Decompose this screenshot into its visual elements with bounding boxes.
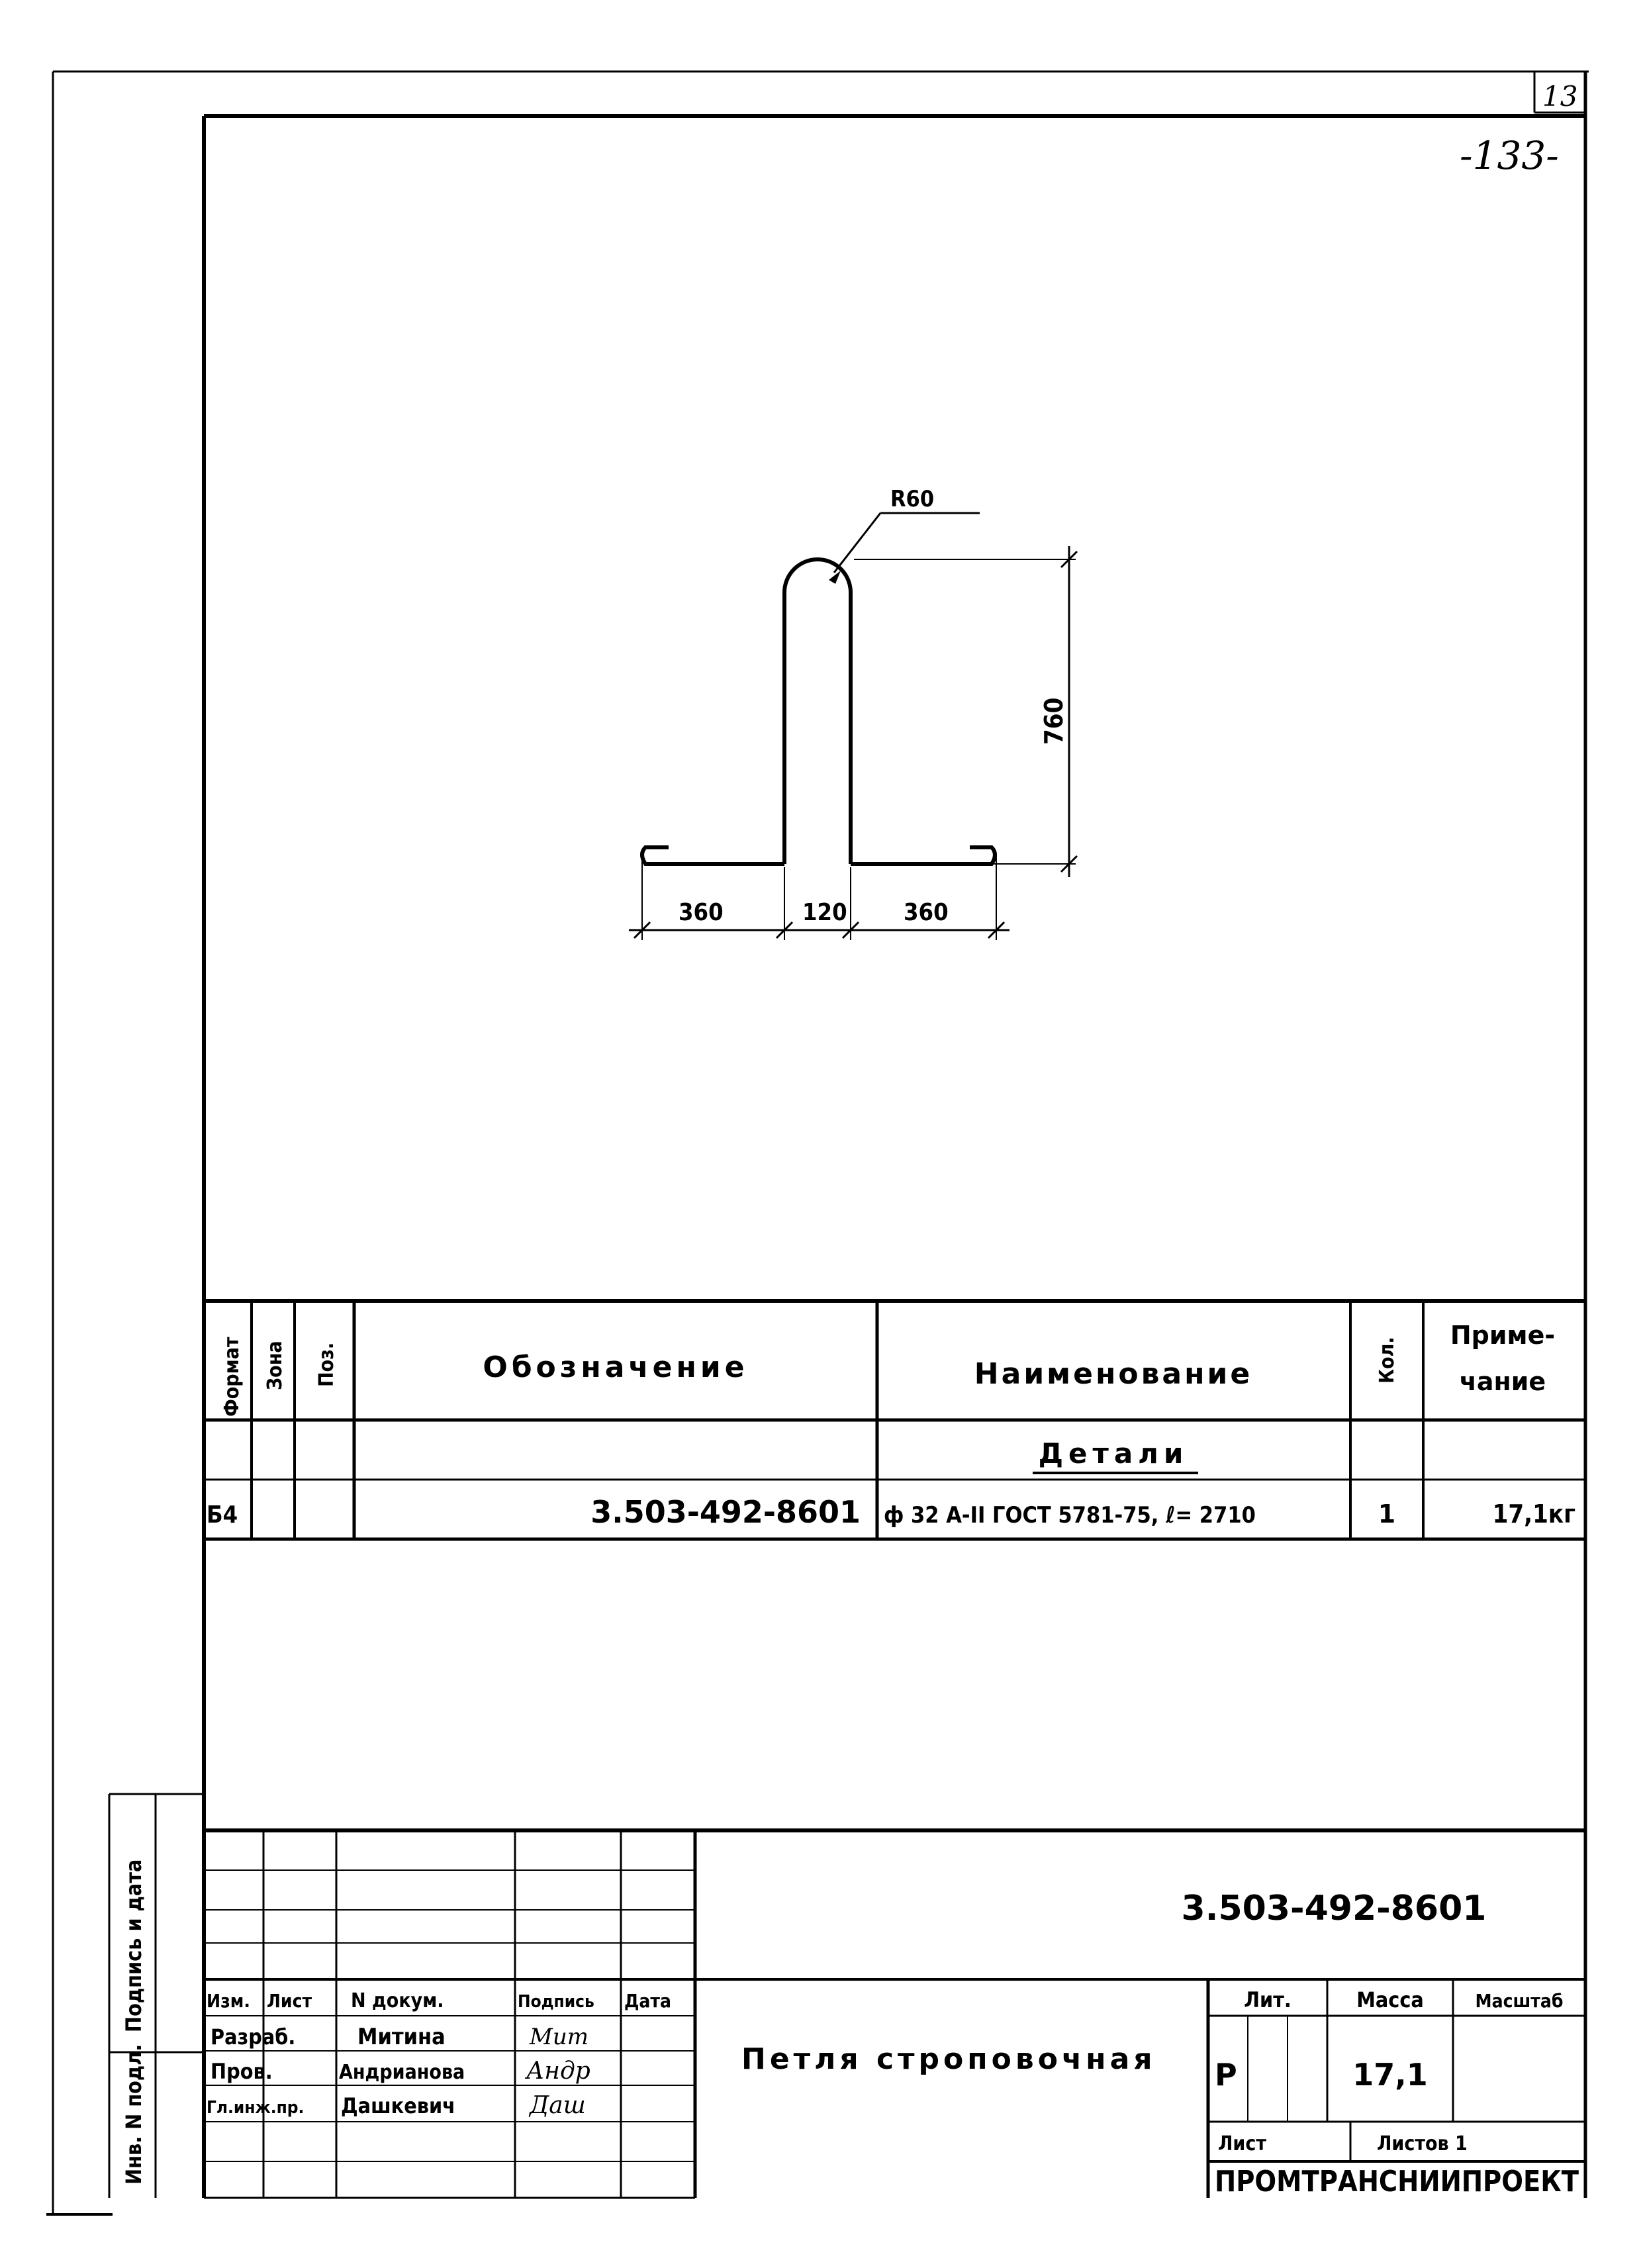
dim-height-label: 760	[1039, 697, 1068, 745]
section-title: Детали	[1038, 1437, 1189, 1470]
dim-radius-label: R60	[890, 486, 935, 512]
sheet-label: Лист	[1218, 2132, 1266, 2155]
mass-label: Масса	[1356, 1987, 1424, 2012]
sheets-label: Листов 1	[1377, 2132, 1468, 2155]
row-format: Б4	[207, 1501, 238, 1529]
side-inv-number: Инв. N подл.	[121, 2044, 146, 2185]
col-signature: Подпись	[518, 1992, 594, 2012]
header-format: Формат	[220, 1337, 244, 1417]
scale-label: Масштаб	[1475, 1990, 1564, 2012]
dim-left-label: 360	[679, 899, 724, 926]
hook-right	[970, 847, 995, 864]
header-note-2: чание	[1459, 1367, 1546, 1396]
header-designation: Обозначение	[483, 1350, 749, 1384]
main-frame	[204, 71, 1585, 2198]
header-qty: Кол.	[1376, 1337, 1399, 1384]
row-name: ф 32 А-II ГОСТ 5781-75, ℓ= 2710	[884, 1502, 1256, 1529]
doc-code: 3.503-492-8601	[1181, 1889, 1487, 1928]
radius-leader	[834, 513, 880, 573]
header-name: Наименование	[974, 1357, 1253, 1391]
name-chief-engineer: Дашкевич	[341, 2093, 455, 2118]
col-sheet: Лист	[267, 1990, 312, 2012]
col-date: Дата	[624, 1990, 672, 2012]
role-checker: Пров.	[211, 2059, 273, 2084]
lit-value: Р	[1215, 2057, 1237, 2093]
lit-label: Лит.	[1244, 1987, 1291, 2012]
row-designation: 3.503-492-8601	[590, 1494, 861, 1530]
role-chief-engineer: Гл.инж.пр.	[207, 2098, 305, 2118]
col-doc-no: N докум.	[351, 1989, 444, 2012]
name-checker: Андрианова	[339, 2061, 465, 2084]
name-developer: Митина	[357, 2024, 446, 2050]
header-note-1: Приме-	[1450, 1321, 1556, 1350]
signature-chief-engineer: Даш	[530, 2092, 586, 2119]
side-signature-date: Подпись и дата	[121, 1859, 146, 2032]
mass-value: 17,1	[1352, 2057, 1428, 2093]
loop-outline	[784, 559, 851, 864]
dim-middle-label: 120	[802, 899, 847, 926]
col-change: Изм.	[207, 1990, 250, 2012]
row-note: 17,1кг	[1492, 1499, 1575, 1529]
drawing-title: Петля строповочная	[741, 2042, 1156, 2076]
organization: ПРОМТРАНСНИИПРОЕКТ	[1215, 2165, 1579, 2198]
role-developer: Разраб.	[211, 2024, 296, 2050]
hook-left	[642, 847, 669, 864]
page-corner-number: 13	[1542, 80, 1578, 113]
row-qty: 1	[1378, 1499, 1396, 1529]
page-number-handwritten: -133-	[1460, 133, 1559, 178]
header-zone: Зона	[263, 1341, 287, 1390]
signature-developer: Мит	[530, 2024, 588, 2050]
dim-right-label: 360	[904, 899, 949, 926]
header-pos: Поз.	[315, 1342, 338, 1387]
loop-drawing	[629, 513, 1077, 940]
signature-checker: Андр	[526, 2057, 590, 2085]
